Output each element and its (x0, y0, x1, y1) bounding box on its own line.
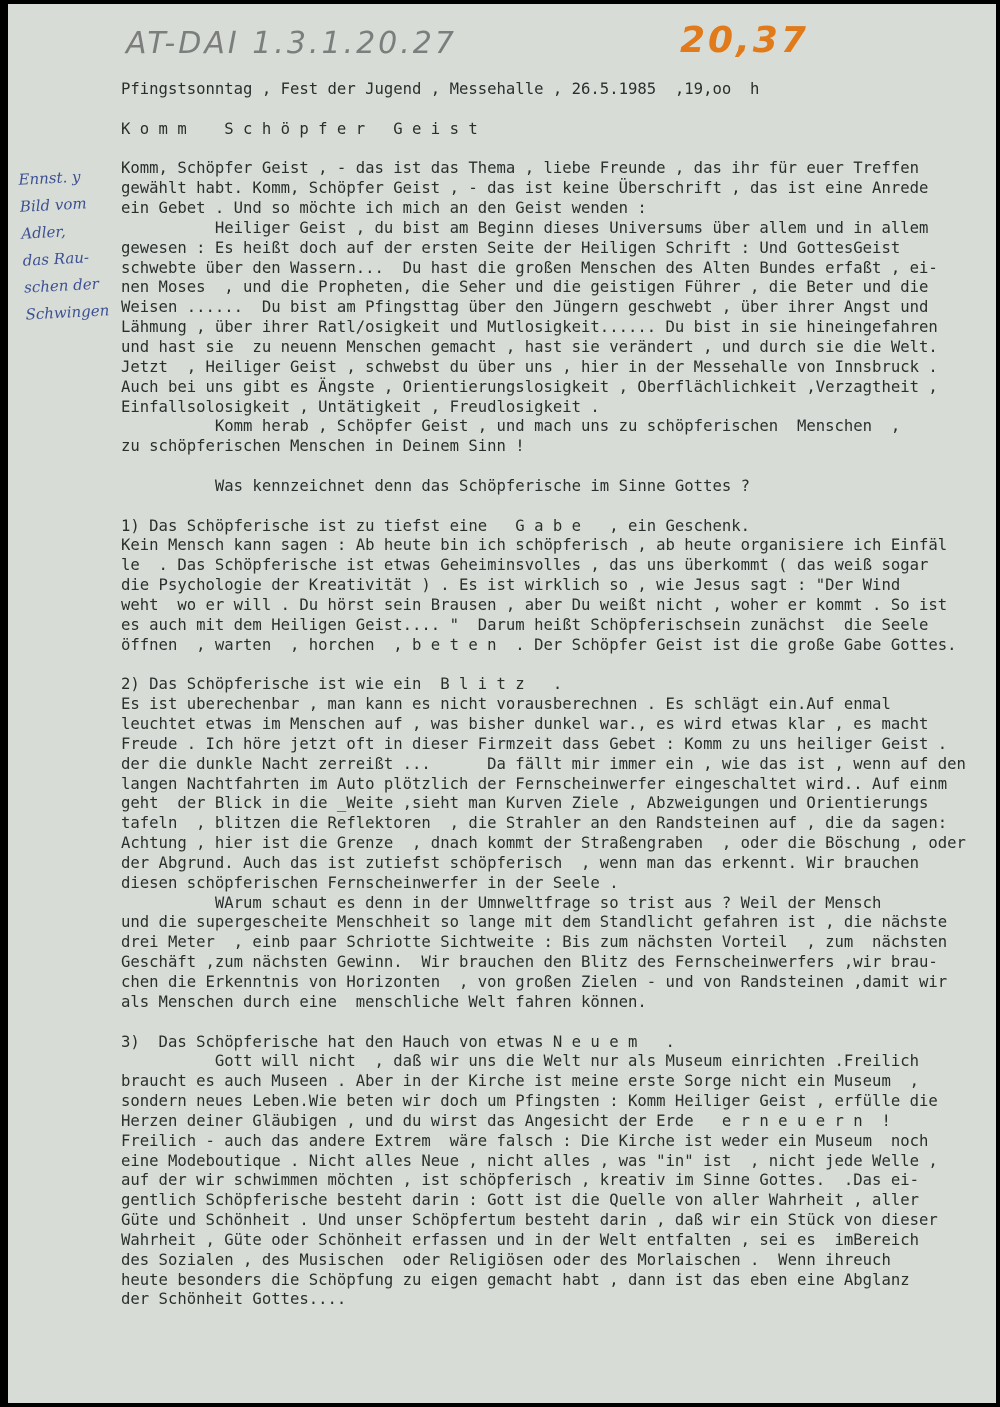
text-line: Was kennzeichnet denn das Schöpferische im Sinne Gottes ? (121, 476, 751, 495)
text-line: der Abgrund. Auch das ist zutiefst schöpferisch , wenn man das erkennt. Wir brauchen (121, 853, 919, 872)
text-line: 1) Das Schöpferische ist zu tiefst eine G a b e , ein Geschenk. (121, 516, 751, 535)
blank-line (121, 655, 996, 675)
text-line: es auch mit dem Heiligen Geist.... " Darum heißt Schöpferischsein zunächst die Seele (121, 615, 929, 634)
text-line: Herzen deiner Gläubigen , und du wirst das Angesicht der Erde e r n e u e r n ! (121, 1111, 891, 1130)
archive-reference: AT-DAI 1.3.1.20.27 (126, 26, 457, 61)
text-line: Heiliger Geist , du bist am Beginn dieses Universums über allem und in allem (121, 218, 929, 237)
margin-note-line: schen der (23, 274, 100, 297)
text-line: diesen schöpferischen Fernscheinwerfer in der Seele . (121, 873, 619, 892)
text-line: des Sozialen , des Musischen oder Religiösen oder des Morlaischen . Wenn ihreuch (121, 1250, 891, 1269)
text-line: Weisen ...... Du bist am Pfingsttag über den Jüngern geschwebt , über ihrer Angst und (121, 298, 929, 317)
text-line: nen Moses , und die Propheten, die Seher und die geistigen Führer , die Beter und die (121, 278, 929, 297)
text-line: ein Gebet . Und so möchte ich mich an den Geist wenden : (121, 199, 647, 218)
blank-line (121, 100, 996, 120)
blank-line (121, 1013, 996, 1033)
text-line: Es ist uberechenbar , man kann es nicht vorausberechnen . Es schlägt ein.Auf enmal (121, 695, 891, 714)
text-line: und hast sie zu neuenn Menschen gemacht , hast sie verändert , und durch sie die Welt. (121, 337, 938, 356)
text-line: Lähmung , über ihrer Ratl/osigkeit und Mutlosigkeit...... Du bist in sie hineingefahren (121, 318, 938, 337)
text-line: heute besonders die Schöpfung zu eigen gemacht habt , dann ist das eben eine Abglanz (121, 1270, 910, 1289)
text-line: der die dunkle Nacht zerreißt ... Da fällt mir immer ein , wie das ist , wenn auf den (121, 754, 966, 773)
text-line: die Psychologie der Kreativität ) . Es ist wirklich so , wie Jesus sagt : "Der Wind (121, 576, 901, 595)
text-line: tafeln , blitzen die Reflektoren , die Strahler an den Randsteinen auf , die da sagen: (121, 814, 948, 833)
text-line: schwebte über den Wassern... Du hast die großen Menschen des Alten Bundes erfaßt , ei- (121, 258, 938, 277)
margin-note-line: das Rau- (22, 248, 90, 270)
text-line: Einfallsolosigkeit , Untätigkeit , Freudlosigkeit . (121, 397, 600, 416)
text-line: drei Meter , einb paar Schriotte Sichtweite : Bis zum nächsten Vorteil , zum nächsten (121, 933, 948, 952)
text-line: der Schönheit Gottes.... (121, 1290, 347, 1309)
text-line: K o m m S c h ö p f e r G e i s t (121, 119, 478, 138)
text-line: sondern neues Leben.Wie beten wir doch um Pfingsten : Komm Heiliger Geist , erfülle die (121, 1092, 938, 1111)
blank-line (121, 497, 996, 517)
text-line: WArum schaut es denn in der Umnweltfrage so trist aus ? Weil der Mensch (121, 893, 882, 912)
text-line: öffnen , warten , horchen , b e t e n . Der Schöpfer Geist ist die große Gabe Gottes. (121, 635, 957, 654)
text-line: Kein Mensch kann sagen : Ab heute bin ich schöpferisch , ab heute organisiere ich Einfäl (121, 536, 948, 555)
text-line: zu schöpferischen Menschen in Deinem Sinn ! (121, 437, 525, 456)
text-line: braucht es auch Museen . Aber in der Kirche ist meine erste Sorge nicht ein Museum , (121, 1072, 919, 1091)
text-line: Freude . Ich höre jetzt oft in dieser Firmzeit dass Gebet : Komm zu uns heiliger Geist . (121, 734, 948, 753)
text-line: Wahrheit , Güte oder Schönheit erfassen und in der Welt entfalten , sei es imBereich (121, 1230, 919, 1249)
margin-note-line: Bild vom (19, 194, 88, 216)
text-line: Güte und Schönheit . Und unser Schöpfertum besteht darin , daß wir ein Stück von dieser (121, 1211, 938, 1230)
text-line: geht der Blick in die _Weite ,sieht man Kurven Ziele , Abzweigungen und Orientierungs (121, 794, 929, 813)
document-page (8, 4, 996, 1403)
text-line: leuchtet etwas im Menschen auf , was bisher dunkel war., es wird etwas klar , es macht (121, 715, 929, 733)
text-line: Freilich - auch das andere Extrem wäre falsch : Die Kirche ist weder ein Museum noch (121, 1131, 929, 1150)
text-line: als Menschen durch eine menschliche Welt fahren können. (121, 992, 647, 1011)
margin-note-line: Schwingen (25, 301, 110, 324)
page-number: 20,37 (680, 20, 809, 61)
text-line: gewählt habt. Komm, Schöpfer Geist , - das ist keine Überschrift , das ist eine Anrede (121, 179, 929, 198)
margin-note-line: Ennst. y (18, 167, 81, 189)
typewritten-text (121, 80, 996, 1310)
margin-note-line: Adler, (20, 222, 67, 243)
blank-line (121, 457, 996, 477)
text-line: gentlich Schöpferische besteht darin : Gott ist die Quelle von aller Wahrheit , aller (121, 1191, 919, 1210)
text-line: und die supergescheite Menschheit so lange mit dem Standlicht gefahren ist , die nächste (121, 913, 948, 932)
text-line: weht wo er will . Du hörst sein Brausen , aber Du weißt nicht , woher er kommt . So ist (121, 595, 948, 614)
text-line: Geschäft ,zum nächsten Gewinn. Wir brauchen den Blitz des Fernscheinwerfers ,wir brau- (121, 953, 938, 972)
text-line: 2) Das Schöpferische ist wie ein B l i t z . (121, 675, 563, 694)
text-line: Pfingstsonntag , Fest der Jugend , Messehalle , 26.5.1985 ,19,oo h (121, 80, 760, 98)
text-line: Komm herab , Schöpfer Geist , und mach uns zu schöpferischen Menschen , (121, 417, 901, 436)
blank-line (121, 140, 996, 160)
text-line: Auch bei uns gibt es Ängste , Orientierungslosigkeit , Oberflächlichkeit ,Verzagtheit , (121, 377, 938, 396)
text-line: langen Nachtfahrten im Auto plötzlich der Fernscheinwerfer eingeschaltet wird.. Auf einm (121, 774, 948, 793)
text-line: le . Das Schöpferische ist etwas Geheiminsvolles , das uns überkommt ( das weiß sogar (121, 556, 929, 575)
text-line: Gott will nicht , daß wir uns die Welt nur als Museum einrichten .Freilich (121, 1052, 919, 1071)
text-line: 3) Das Schöpferische hat den Hauch von etwas N e u e m . (121, 1032, 675, 1051)
text-line: auf der wir schwimmen möchten , ist schöpferisch , kreativ im Sinne Gottes. .Das ei- (121, 1171, 919, 1190)
handwritten-margin-note (18, 161, 130, 328)
text-line: eine Modeboutique . Nicht alles Neue , nicht alles , was "in" ist , nicht jede Welle , (121, 1151, 938, 1170)
text-line: gewesen : Es heißt doch auf der ersten Seite der Heiligen Schrift : Und GottesGeist (121, 238, 901, 257)
text-line: Jetzt , Heiliger Geist , schwebst du über uns , hier in der Messehalle von Innsbruck . (121, 357, 938, 376)
text-line: Achtung , hier ist die Grenze , dnach kommt der Straßengraben , oder die Böschung , oder (121, 834, 966, 853)
text-line: Komm, Schöpfer Geist , - das ist das Thema , liebe Freunde , das ihr für euer Treffen (121, 159, 919, 178)
text-line: chen die Erkenntnis von Horizonten , von großen Zielen - und von Randsteinen ,damit wir (121, 972, 948, 991)
